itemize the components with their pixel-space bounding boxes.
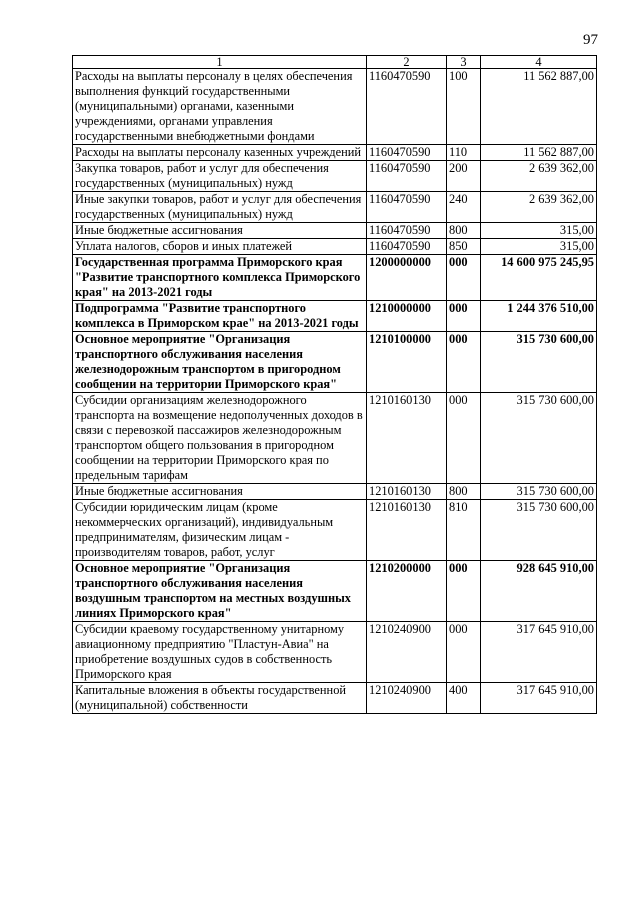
row-expense-type-cell: 850 — [447, 239, 481, 255]
row-name-cell: Государственная программа Приморского края "Развитие транспортного комплекса Приморского края" на 2013-2021 годы — [73, 255, 367, 301]
row-code-cell: 1160470590 — [367, 145, 447, 161]
row-expense-type-cell: 000 — [447, 301, 481, 332]
row-code-cell: 1210160130 — [367, 500, 447, 561]
row-amount-cell: 315,00 — [481, 239, 597, 255]
row-amount-cell: 2 639 362,00 — [481, 161, 597, 192]
row-code-cell: 1210160130 — [367, 484, 447, 500]
row-amount-cell: 315 730 600,00 — [481, 500, 597, 561]
row-expense-type-cell: 810 — [447, 500, 481, 561]
table-row — [73, 393, 597, 484]
budget-table-body — [73, 56, 597, 714]
row-code-cell: 1210240900 — [367, 683, 447, 714]
table-row — [73, 223, 597, 239]
row-code-cell: 1210100000 — [367, 332, 447, 393]
row-amount-cell: 315,00 — [481, 223, 597, 239]
row-expense-type-cell: 240 — [447, 192, 481, 223]
row-name-cell: Закупка товаров, работ и услуг для обеспечения государственных (муниципальных) нужд — [73, 161, 367, 192]
row-code-cell: 1210000000 — [367, 301, 447, 332]
row-amount-cell: 317 645 910,00 — [481, 683, 597, 714]
row-name-cell: Основное мероприятие "Организация транспортного обслуживания населения воздушным транспортом на местных воздушных линиях Приморского края" — [73, 561, 367, 622]
row-expense-type-cell: 000 — [447, 561, 481, 622]
row-name-cell: Субсидии краевому государственному унитарному авиационному предприятию "Пластун-Авиа" на приобретение воздушных судов в собственность Приморского края — [73, 622, 367, 683]
row-name-cell: Расходы на выплаты персоналу в целях обеспечения выполнения функций государственными (муниципальными) органами, казенными учреждениями, органами управления государственными внебюджетными фондами — [73, 69, 367, 145]
header-cell-1: 1 — [73, 56, 367, 69]
table-row — [73, 69, 597, 145]
header-cell-2: 2 — [367, 56, 447, 69]
page-number: 97 — [583, 32, 598, 48]
row-code-cell: 1200000000 — [367, 255, 447, 301]
row-code-cell: 1160470590 — [367, 69, 447, 145]
row-amount-cell: 317 645 910,00 — [481, 622, 597, 683]
row-amount-cell: 1 244 376 510,00 — [481, 301, 597, 332]
row-amount-cell: 315 730 600,00 — [481, 484, 597, 500]
row-expense-type-cell: 000 — [447, 622, 481, 683]
table-row — [73, 192, 597, 223]
row-code-cell: 1160470590 — [367, 161, 447, 192]
row-expense-type-cell: 800 — [447, 223, 481, 239]
row-name-cell: Субсидии юридическим лицам (кроме некоммерческих организаций), индивидуальным предпринимателям, физическим лицам - производителям товаров, работ, услуг — [73, 500, 367, 561]
table-row — [73, 622, 597, 683]
table-header-row — [73, 56, 597, 69]
row-expense-type-cell: 400 — [447, 683, 481, 714]
row-name-cell: Основное мероприятие "Организация транспортного обслуживания населения железнодорожным транспортом в пригородном сообщении на территории Приморского края" — [73, 332, 367, 393]
row-expense-type-cell: 200 — [447, 161, 481, 192]
row-code-cell: 1210200000 — [367, 561, 447, 622]
table-row — [73, 255, 597, 301]
table-row — [73, 683, 597, 714]
row-amount-cell: 11 562 887,00 — [481, 145, 597, 161]
row-name-cell: Иные бюджетные ассигнования — [73, 223, 367, 239]
table-row — [73, 332, 597, 393]
row-amount-cell: 2 639 362,00 — [481, 192, 597, 223]
table-row — [73, 239, 597, 255]
row-amount-cell: 315 730 600,00 — [481, 393, 597, 484]
row-expense-type-cell: 100 — [447, 69, 481, 145]
row-name-cell: Капитальные вложения в объекты государственной (муниципальной) собственности — [73, 683, 367, 714]
row-name-cell: Расходы на выплаты персоналу казенных учреждений — [73, 145, 367, 161]
row-code-cell: 1160470590 — [367, 192, 447, 223]
row-name-cell: Подпрограмма "Развитие транспортного комплекса в Приморском крае" на 2013-2021 годы — [73, 301, 367, 332]
budget-table — [72, 55, 597, 714]
header-cell-4: 4 — [481, 56, 597, 69]
row-amount-cell: 11 562 887,00 — [481, 69, 597, 145]
row-expense-type-cell: 800 — [447, 484, 481, 500]
row-expense-type-cell: 000 — [447, 393, 481, 484]
table-row — [73, 161, 597, 192]
table-row — [73, 145, 597, 161]
table-row — [73, 500, 597, 561]
row-name-cell: Уплата налогов, сборов и иных платежей — [73, 239, 367, 255]
table-row — [73, 301, 597, 332]
row-expense-type-cell: 110 — [447, 145, 481, 161]
row-name-cell: Иные бюджетные ассигнования — [73, 484, 367, 500]
row-name-cell: Иные закупки товаров, работ и услуг для обеспечения государственных (муниципальных) нужд — [73, 192, 367, 223]
row-code-cell: 1210240900 — [367, 622, 447, 683]
row-amount-cell: 315 730 600,00 — [481, 332, 597, 393]
row-code-cell: 1160470590 — [367, 223, 447, 239]
row-expense-type-cell: 000 — [447, 332, 481, 393]
row-expense-type-cell: 000 — [447, 255, 481, 301]
row-amount-cell: 14 600 975 245,95 — [481, 255, 597, 301]
row-name-cell: Субсидии организациям железнодорожного транспорта на возмещение недополученных доходов в связи с перевозкой пассажиров железнодорожным транспортом общего пользования в пригородном сообщении на территории Приморского края по предельным тарифам — [73, 393, 367, 484]
row-code-cell: 1210160130 — [367, 393, 447, 484]
header-cell-3: 3 — [447, 56, 481, 69]
table-row — [73, 561, 597, 622]
row-code-cell: 1160470590 — [367, 239, 447, 255]
table-row — [73, 484, 597, 500]
row-amount-cell: 928 645 910,00 — [481, 561, 597, 622]
